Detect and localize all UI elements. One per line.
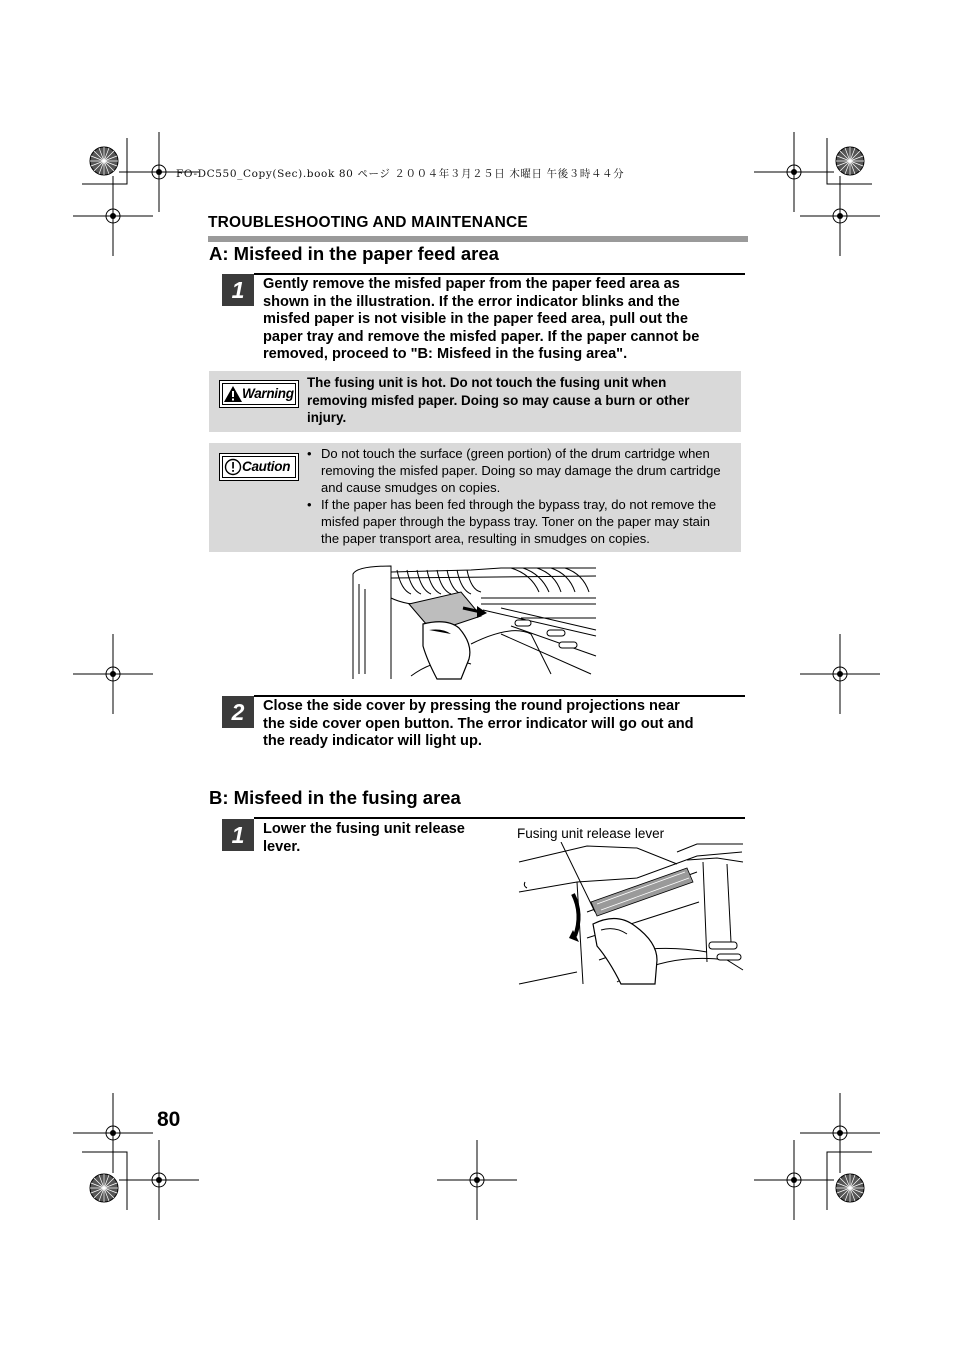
registration-star-icon <box>836 147 864 175</box>
part-b-heading: B: Misfeed in the fusing area <box>209 787 461 808</box>
part-a-heading: A: Misfeed in the paper feed area <box>209 243 499 264</box>
step-b1-text: Lower the fusing unit release lever. <box>263 821 465 855</box>
step-number-badge: 2 <box>222 696 254 728</box>
caution-item: • Do not touch the surface (green portion) of the drum cartridge when removing the misfed paper. Doing so may damage the drum cartridge and cause smudges on copies. <box>307 446 721 495</box>
registration-star-icon <box>90 147 118 175</box>
section-rule <box>208 236 748 242</box>
caution-exclamation-icon <box>224 458 242 476</box>
registration-star-icon <box>90 1174 118 1202</box>
caution-list <box>306 445 738 547</box>
caution-label: Caution <box>242 459 291 474</box>
step-rule <box>254 817 745 819</box>
page-number: 80 <box>157 1108 181 1131</box>
step-number-badge: 1 <box>222 274 254 306</box>
step-a2-text: Close the side cover by pressing the round projections near the side cover open button. The error indicator will go out and the ready indicator will light up. <box>263 698 694 750</box>
fusing-unit-illustration <box>517 842 745 986</box>
paper-feed-illustration <box>351 564 600 681</box>
warning-badge <box>219 380 299 408</box>
step-rule <box>254 273 745 275</box>
warning-triangle-icon <box>223 385 243 403</box>
step-a1-text: Gently remove the misfed paper from the paper feed area as shown in the illustration. If the error indicator blinks and the misfed paper is not visible in the paper feed area, pull out the paper tray and remove the misfed paper. If the paper cannot be removed, proceed to "B: Misfeed in the fusing area". <box>263 276 700 363</box>
registration-star-icon <box>836 1174 864 1202</box>
section-title: TROUBLESHOOTING AND MAINTENANCE <box>208 214 528 231</box>
step-number-badge: 1 <box>222 819 254 851</box>
step-rule <box>254 695 745 697</box>
caution-badge <box>219 453 299 481</box>
print-header: FO-DC550_Copy(Sec).book 80 ページ ２００４年３月２５日 木曜日 午後３時４４分 <box>176 168 625 180</box>
warning-text: The fusing unit is hot. Do not touch the fusing unit when removing misfed paper. Doing so may cause a burn or other injury. <box>307 375 690 426</box>
figure-caption: Fusing unit release lever <box>517 826 665 841</box>
warning-label: Warning <box>242 386 294 401</box>
caution-item: • If the paper has been fed through the bypass tray, do not remove the misfed paper through the bypass tray. Toner on the paper may stain the paper transport area, resulting in smudges on copies. <box>307 497 717 546</box>
